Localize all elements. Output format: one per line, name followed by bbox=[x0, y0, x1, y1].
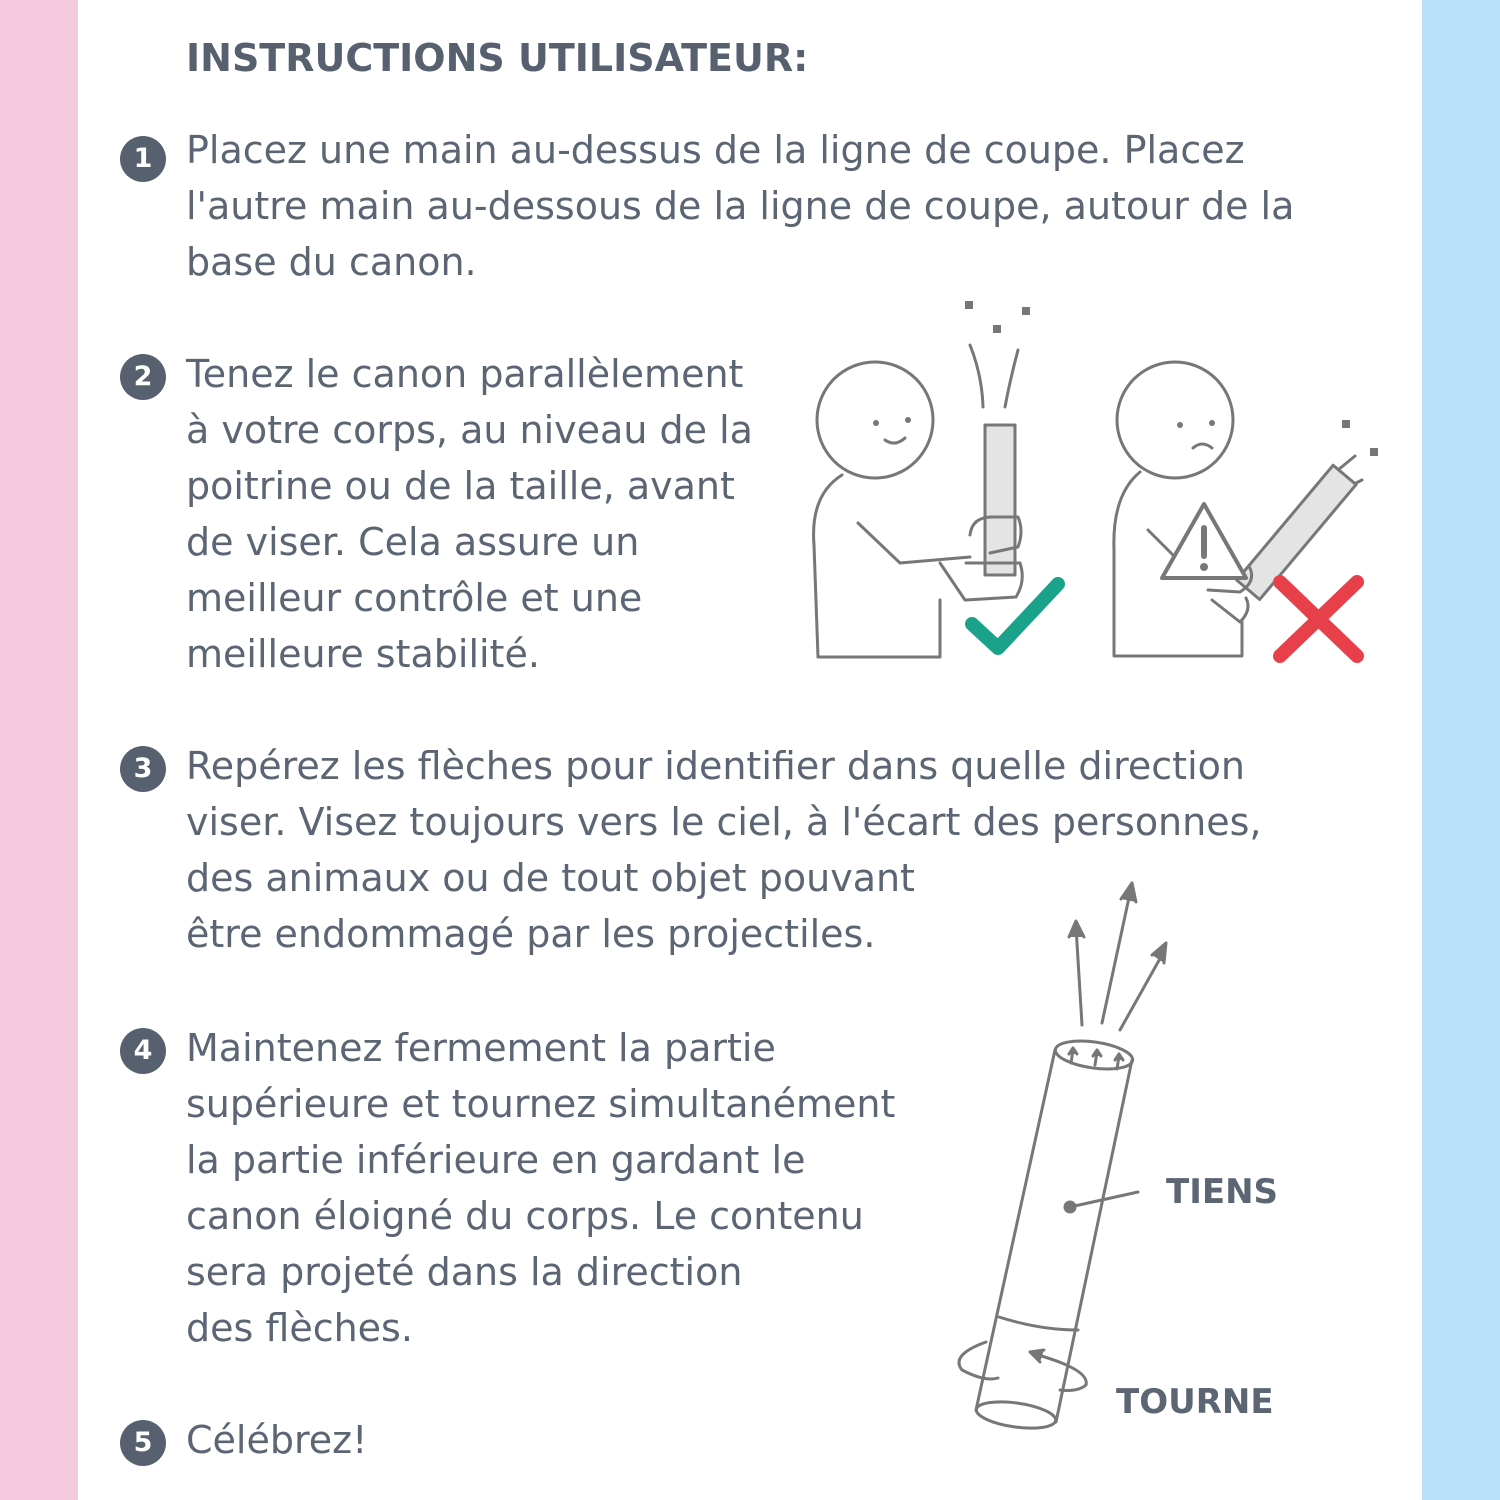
left-color-stripe bbox=[0, 0, 78, 1500]
arrow-up-icon bbox=[1076, 927, 1082, 1025]
right-color-stripe bbox=[1422, 0, 1500, 1500]
hold-label: TIENS bbox=[1166, 1172, 1279, 1212]
confetti-piece bbox=[1370, 448, 1378, 456]
arrow-up-icon bbox=[1120, 955, 1162, 1030]
step-number-badge: 4 bbox=[120, 1028, 166, 1074]
twist-label: TOURNE bbox=[1116, 1382, 1274, 1422]
cannon-edge bbox=[1056, 1060, 1132, 1422]
confetti-trail bbox=[1005, 350, 1018, 407]
step-text: Repérez les flèches pour identifier dans quelle direction viser. Visez toujours vers le ciel, à l'écart des personnes, des animaux ou de tout objet pouvant être endommagé par les projectiles. bbox=[186, 744, 1262, 956]
step-number-badge: 3 bbox=[120, 746, 166, 792]
arrow-up-icon bbox=[1102, 893, 1130, 1023]
confetti-trail bbox=[970, 345, 983, 407]
figure-head bbox=[817, 362, 933, 478]
cannon-bottom bbox=[975, 1398, 1058, 1433]
confetti-piece bbox=[965, 301, 973, 309]
confetti-piece bbox=[1022, 307, 1030, 315]
confetti-piece bbox=[1342, 420, 1350, 428]
step-text: Tenez le canon parallèlement à votre corps, au niveau de la poitrine ou de la taille, avant de viser. Cela assure un meilleur contrôle et une meilleure stabilité. bbox=[186, 352, 753, 676]
twist-line bbox=[999, 1317, 1078, 1330]
direction-arrows bbox=[1060, 875, 1180, 1035]
page-title: INSTRUCTIONS UTILISATEUR: bbox=[186, 36, 809, 80]
step-text: Placez une main au-dessus de la ligne de coupe. Placez l'autre main au-dessous de la ligne de coupe, autour de la base du canon. bbox=[186, 128, 1295, 284]
step-text: Célébrez! bbox=[186, 1418, 368, 1462]
confetti-piece bbox=[993, 325, 1001, 333]
green-check-icon bbox=[962, 572, 1067, 662]
rotate-arrow-icon bbox=[959, 1342, 998, 1379]
figure-head bbox=[1117, 362, 1233, 478]
step-number-badge: 1 bbox=[120, 136, 166, 182]
step-number-badge: 2 bbox=[120, 354, 166, 400]
cannon-diagram bbox=[940, 1030, 1160, 1440]
red-cross-icon bbox=[1265, 572, 1370, 667]
step-number-badge: 5 bbox=[120, 1420, 166, 1466]
step-text: Maintenez fermement la partie supérieure et tournez simultanément la partie inférieure en gardant le canon éloigné du corps. Le contenu sera projeté dans la direction des flèches. bbox=[186, 1026, 896, 1350]
rotate-arrow-icon bbox=[1038, 1355, 1086, 1390]
figure-body bbox=[814, 475, 940, 657]
warning-triangle-icon bbox=[1158, 500, 1250, 582]
